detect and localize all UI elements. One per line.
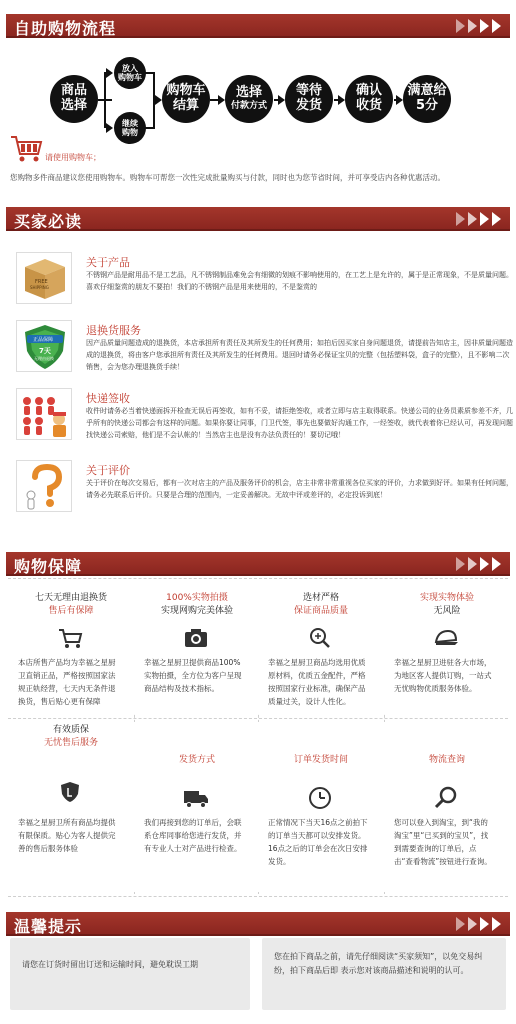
notice-title: 快递签收	[86, 392, 130, 405]
section-title: 买家必读	[14, 212, 83, 231]
chevron-right-icon	[456, 212, 502, 226]
clock-icon	[306, 786, 334, 810]
cart-tip: 请使用购物车；	[45, 153, 101, 162]
chevron-right-icon	[456, 917, 502, 931]
guarantee-cell-return: 七天无理由退换货 售后有保障 本店所售产品均为幸福之星厨卫直销正品，严格按照国家法规正轨经营，七天内无条件退换货，售后贴心更有保障	[8, 584, 134, 714]
guarantee-cell-material: 选材严格 保证商品质量 幸福之星厨卫商品均选用优质原材料，优质五金配件，严格按照国家行业标准，确保产品质量过关，设计人性化。	[258, 584, 384, 714]
tip-box-left: 请您在订货时留出订送和运输时间，避免耽误工期	[10, 938, 250, 1010]
notice-text: 收件时请务必当着快递面拆开检查无误后再签收，如有不妥，请拒绝签收，或者立即与店主取得联系。快递公司的业务员素质参差不齐，几乎所有的快递公司都会有这样的问题。如果你要让同事，门卫代签，事先也要做好沟通工作，一经签收，就代表着你已经认可，再发现问题找快递公司索赔，他们是不会认帐的！当然店主也是没有办法负责任的！要切记哦！	[86, 407, 513, 439]
guarantee-shield-icon	[16, 320, 72, 372]
svg-text:无理由退换: 无理由退换	[34, 356, 54, 361]
section-title: 自助购物流程	[14, 19, 117, 38]
cap-icon	[432, 626, 460, 650]
section-header-tips	[6, 912, 510, 936]
flow-step-wait: 等待 发货	[285, 75, 333, 123]
svg-text:SHIPPING: SHIPPING	[30, 285, 49, 290]
shopping-cart-icon	[10, 134, 44, 168]
notice-text: 关于评价在每次交易后，都有一次对店主的产品及服务评价的机会，店主非常非常重视各位买家的评价，力求做到好评。如果有任何问题，请务必先联系后评价。只要是合理的范围内，一定妥善解决。无故中评或差评的，必定投诉到底！	[86, 479, 513, 499]
flow-step-rate: 满意给 5分	[403, 75, 451, 123]
cart-icon	[56, 626, 84, 650]
flow-branch-add-cart: 放入 购物车	[114, 57, 146, 89]
notice-title: 退换货服务	[86, 324, 141, 337]
flow-branch-continue: 继续 购物	[114, 112, 146, 144]
section-title: 温馨提示	[14, 917, 83, 936]
flow-step-cart: 购物车 结算	[162, 75, 210, 123]
free-shipping-box-icon	[16, 252, 72, 304]
notice-title: 关于评价	[86, 464, 130, 477]
svg-text:7天: 7天	[39, 347, 51, 355]
chevron-right-icon	[456, 557, 502, 571]
courier-figures-icon	[16, 388, 72, 440]
notice-text: 不锈钢产品是耐用品不是工艺品，凡不锈钢制品难免会有细微的划痕不影响使用的，在工艺上是允许的，属于是正常现象，不是质量问题。喜欢仔细鉴赏的朋友不要拍！我们的不锈钢产品是用来使用的，不是鉴赏的	[86, 271, 513, 291]
notice-text: 因产品质量问题造成的退换货，本店承担所有责任及其所发生的任何费用；如拍后因买家自身问题退货，请提前告知店主，因非质量问题造成的退换货，将由客户您承担所有责任及其所发生的任何费用。退回时请务必保证宝贝的完整（包括塑料袋，盒子的完整），且不影响二次销售，会为您办理退换货手续！	[86, 339, 513, 371]
search-icon	[432, 786, 460, 810]
section-title: 购物保障	[14, 557, 83, 576]
svg-text:FREE: FREE	[35, 279, 48, 285]
cart-description: 您购物多件商品建议您使用购物车。购物车可帮您一次性完成批量购买与付款，同时也为您节省时间，并可享受店内各种优惠活动。	[10, 173, 445, 182]
guarantee-cell-photo: 100%实物拍摄 实现网购完美体验 幸福之星厨卫提供商品100%实物拍摄，全方位为客户呈现商品结构及技术指标。	[134, 584, 260, 714]
guarantee-cell-tracking: 物流查询 您可以登入到淘宝，到“我的淘宝”里“已买到的宝贝”，找到需要查询的订单后，点击“查看物流”按钮进行查询。	[384, 722, 510, 892]
notice-title: 关于产品	[86, 256, 130, 269]
shield-icon	[56, 780, 84, 804]
camera-icon	[182, 626, 210, 650]
guarantee-cell-warranty: 有效质保 无忧售后服务 幸福之星厨卫所有商品均提供有限保质。贴心为客人提供完善的售后服务体验	[8, 722, 134, 892]
question-mark-icon	[16, 460, 72, 512]
flow-step-select: 商品 选择	[50, 75, 98, 123]
guarantee-cell-experience: 实现实物体验 无风险 幸福之星厨卫进驻各大市场，为地区客人提供订购，一站式无忧购物优质服务体验。	[384, 584, 510, 714]
svg-text:正品保障: 正品保障	[33, 337, 54, 343]
flow-step-confirm: 确认 收货	[345, 75, 393, 123]
zoom-in-icon	[306, 626, 334, 650]
shopping-flow	[0, 52, 516, 137]
flow-step-payment: 选择 付款方式	[225, 75, 273, 123]
section-header-guarantee	[6, 552, 510, 576]
section-header-flow	[6, 14, 510, 38]
tip-box-right: 您在拍下商品之前，请先仔细阅读“买家须知”，以免交易纠纷，拍下商品后即 表示您对该商品描述和说明的认可。	[262, 938, 506, 1010]
chevron-right-icon	[456, 19, 502, 33]
guarantee-cell-shipping-method: 发货方式 我们再接到您的订单后，会联系仓库同事给您进行发货，并有专业人士对产品进行检查。	[134, 722, 260, 892]
guarantee-cell-ship-time: 订单发货时间 正常情况下当天16点之前拍下的订单当天都可以安排发货。16点之后的订单会在次日安排发货。	[258, 722, 384, 892]
section-header-notice	[6, 207, 510, 231]
truck-icon	[182, 786, 210, 810]
